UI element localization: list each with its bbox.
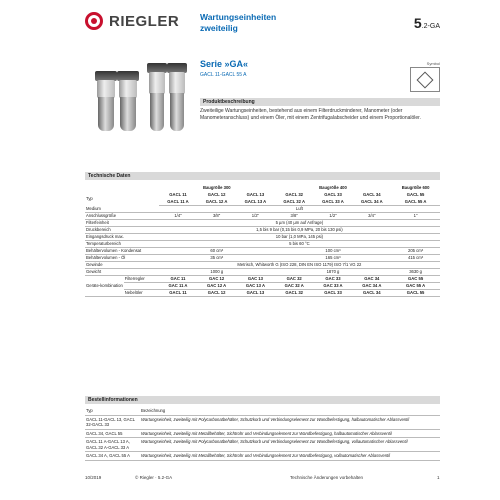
combo-cell: GAC 11 A (159, 282, 197, 289)
chapter-main: 5 (413, 15, 422, 31)
type-cell: GACL 12 A (197, 198, 236, 205)
type-cell: GACL 13 (246, 192, 265, 197)
spec-label: Temperaturbereich (85, 240, 159, 247)
spec-value: 5 µm (40 µm auf Anfrage) (159, 219, 440, 226)
spec-value: Luft (159, 205, 440, 212)
order-type: GACL 11 A-GACL 13 A, GACL 32 A-GACL 33 A (85, 438, 140, 452)
spec-value: 205 cm³ (391, 247, 440, 254)
spec-value: 100 cm³ (275, 247, 391, 254)
combo-cell: GAC 33 (314, 275, 353, 282)
symbol-label: Symbol (426, 61, 440, 66)
type-row (85, 191, 440, 198)
footer-ref: © Riegler · 5.2-GA (135, 475, 173, 480)
combo-sub (124, 282, 159, 289)
combo-cell: GAC 13 (236, 275, 275, 282)
spec-value: 1,5 bis 9 bar (0,15 bis 0,9 MPa, 20 bis 130 psi) (159, 226, 440, 233)
spec-value: 35 cm³ (159, 254, 275, 261)
type-cell: GACL 33 A (314, 198, 353, 205)
spec-value: 3/4" (352, 212, 391, 219)
blank-cell (85, 184, 159, 191)
order-row (85, 429, 440, 438)
spec-label: Gewicht (85, 268, 159, 275)
spec-label: Filterfeinheit (85, 219, 159, 226)
spec-row (85, 247, 440, 254)
combo-row (85, 282, 440, 289)
unit-lubricator (117, 71, 139, 133)
order-row (85, 452, 440, 461)
spec-value: 60 cm³ (159, 247, 275, 254)
spec-value: 1/4" (159, 212, 197, 219)
spec-label: Druckbereich (85, 226, 159, 233)
pneumatic-symbol-icon (410, 67, 440, 92)
combo-cell: GACL 12 (197, 289, 236, 296)
order-desc: Wartungseinheit, zweiteilig mit Metallbehälter, Sichtrohr und Verbindungselement zur Wandbefestigung, vollautomatischer Ablassventil (140, 452, 440, 461)
page-title (200, 12, 276, 34)
combo-cell: GACL 34 (352, 289, 391, 296)
type-cell: GACL 32 (285, 192, 303, 197)
spec-value: 1000 g (159, 268, 275, 275)
spec-value: Metrisch, Whitworth G (ISO 228, DIN EN ISO 1179) ISO 7/1 VG 22 (159, 261, 440, 268)
footer-date: 10/2019 (85, 475, 102, 480)
combo-cell: GACL 13 (236, 289, 275, 296)
combo-cell: GAC 13 A (236, 282, 275, 289)
type-cell: GACL 32 A (275, 198, 314, 205)
spec-value: 3630 g (391, 268, 440, 275)
riegler-logo (85, 12, 179, 30)
order-type: GACL 34, GACL 55 (85, 429, 140, 438)
spec-label: Gewinde (85, 261, 159, 268)
order-type: GACL 34 A, GACL 55 A (85, 452, 140, 461)
spec-value: 3/8" (275, 212, 314, 219)
type-cell: GACL 11 A (159, 198, 197, 205)
riegler-logo-icon (85, 12, 103, 30)
spec-label: Anschlussgröße (85, 212, 159, 219)
combo-cell: GAC 11 (159, 275, 197, 282)
spec-value: 1870 g (275, 268, 391, 275)
spec-value: 415 cm³ (391, 254, 440, 261)
combo-cell: GAC 55 A (391, 282, 440, 289)
combo-cell: GACL 32 (275, 289, 314, 296)
series-title: Serie »GA« (200, 59, 249, 69)
combo-sub: Filterregler (124, 275, 159, 282)
order-row (85, 415, 440, 429)
spec-label: Eingangsdruck max. (85, 233, 159, 240)
type-cell: GACL 11 (169, 192, 187, 197)
spec-row (85, 219, 440, 226)
spec-value: 1" (391, 212, 440, 219)
combo-cell: GACL 55 (391, 289, 440, 296)
combo-cell: GAC 32 (275, 275, 314, 282)
brand-name: RIEGLER (109, 12, 180, 30)
combo-cell: GAC 12 (197, 275, 236, 282)
order-row (85, 438, 440, 452)
unit-regulator (95, 71, 117, 133)
description-heading: Produktbeschreibung (200, 98, 440, 106)
order-type: GACL 11-GACL 13, GACL 32-GACL 33 (85, 415, 140, 429)
spec-row (85, 226, 440, 233)
combo-cell: GAC 34 (352, 275, 391, 282)
combo-cell: GAC 32 A (275, 282, 314, 289)
combo-row (85, 289, 440, 296)
tech-table (85, 184, 440, 297)
spec-label: Behältervolumen - Kondensat (85, 247, 159, 254)
order-header-row (85, 407, 440, 415)
product-image (95, 63, 190, 133)
combo-cell: GACL 33 (314, 289, 353, 296)
type-cell: GACL 34 A (352, 198, 391, 205)
spec-row (85, 212, 440, 219)
combo-cell: GACL 11 (159, 289, 197, 296)
spec-label: Behältervolumen - Öl (85, 254, 159, 261)
spec-row (85, 268, 440, 275)
footer-notice: Technische Änderungen vorbehalten (290, 475, 364, 480)
spec-value: 165 cm³ (275, 254, 391, 261)
spec-value: 1/2" (236, 212, 275, 219)
unit-regulator-2 (147, 63, 167, 133)
order-col-desc: Bezeichnung (140, 407, 440, 415)
spec-row (85, 233, 440, 240)
spec-value: 1/2" (314, 212, 353, 219)
spec-row (85, 205, 440, 212)
order-desc: Wartungseinheit, zweiteilig mit Metallbehälter, Sichtrohr und Verbindungselement zur Wandbefestigung, halbautomatischer Ablassventil (140, 429, 440, 438)
combo-cell: GAC 12 A (197, 282, 236, 289)
combo-sub: Nebelöler (124, 289, 159, 296)
type-label: Typ (86, 195, 93, 201)
size-group: Baugröße 400 (319, 185, 347, 190)
order-desc: Wartungseinheit, zweiteilig mit Polycarbonatbehälter, Schutzkorb und Verbindungselement zur Wandbefestigung, vollautomatischer Ablassventil (140, 438, 440, 452)
type-cell: GACL 13 A (236, 198, 275, 205)
spec-label: Medium (85, 205, 159, 212)
combo-cell: GAC 55 (391, 275, 440, 282)
size-group: Baugröße 600 (401, 185, 430, 190)
type-cell: GACL 55 A (391, 198, 440, 205)
footer-page: 1 (437, 475, 440, 480)
chapter-sub: .2-GA (421, 23, 440, 30)
type-cell: GACL 33 (324, 192, 342, 197)
combo-row (85, 275, 440, 282)
spec-row (85, 261, 440, 268)
spec-row (85, 240, 440, 247)
tech-heading: Technische Daten (85, 172, 440, 180)
combo-cell: GAC 34 A (352, 282, 391, 289)
spec-value: 5 bis 60 °C (159, 240, 440, 247)
order-heading: Bestellinformationen (85, 396, 440, 404)
combo-cell: GAC 33 A (314, 282, 353, 289)
combo-label: Geräte-kombination (85, 275, 124, 296)
spec-value: 10 bar (1,0 MPa, 145 psi) (159, 233, 440, 240)
type-cell: GACL 34 (362, 192, 381, 197)
order-col-type: Typ (85, 407, 140, 415)
title-line-1: Wartungseinheiten (200, 12, 277, 22)
type-cell: GACL 55 (406, 192, 425, 197)
type-cell: GACL 12 (207, 192, 226, 197)
chapter-number (414, 15, 440, 31)
spec-value: 3/8" (197, 212, 236, 219)
description-text: Zweiteilige Wartungseinheiten, bestehend aus einem Filterdruckminderer, Manometer (oder Manometeranschluss) und einem Öler, mit einem Zentrifugalabscheider und einem Proportionalöler. (200, 108, 421, 121)
spec-row (85, 254, 440, 261)
size-group-row (85, 184, 440, 191)
series-subtitle: GACL 11-GACL 55 A (200, 72, 247, 78)
title-line-2: zweiteilig (200, 23, 238, 33)
size-group: Baugröße 300 (202, 185, 231, 190)
order-table (85, 407, 440, 461)
unit-lubricator-2 (167, 63, 187, 133)
order-desc: Wartungseinheit, zweiteilig mit Polycarbonatbehälter, Schutzkorb und Verbindungselement zur Wandbefestigung, halbautomatischer Ablassventil (140, 415, 440, 429)
